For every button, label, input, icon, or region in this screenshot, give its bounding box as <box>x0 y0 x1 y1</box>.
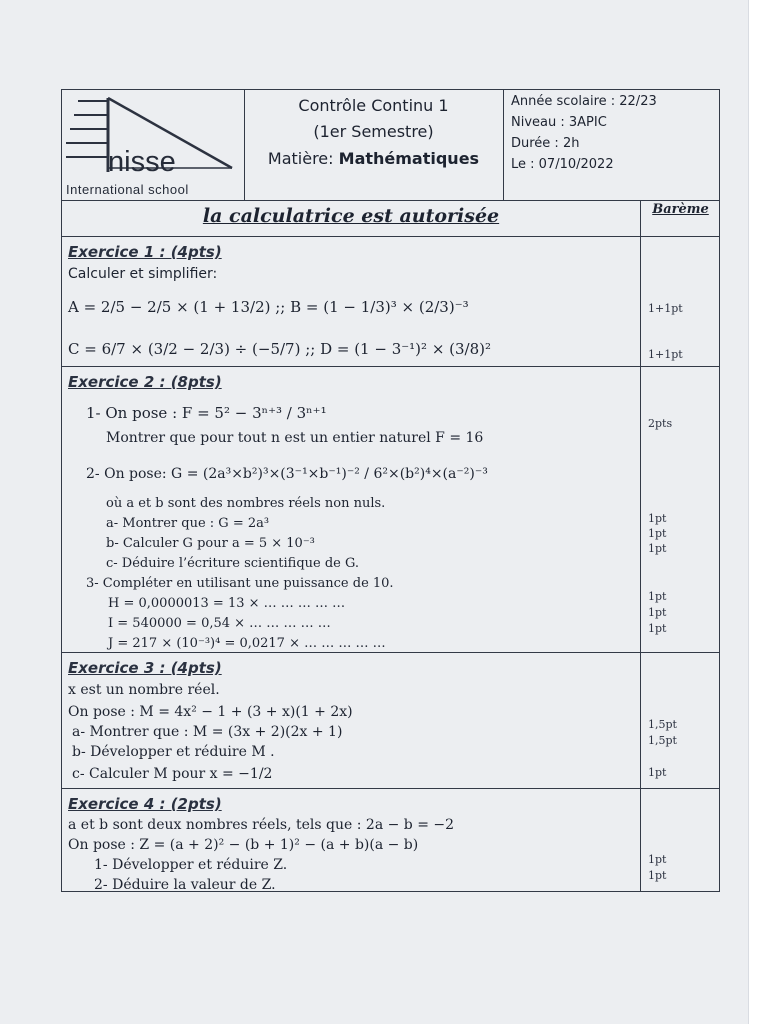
ex2-points-q1: 2pts <box>648 417 673 430</box>
ex2-q1: 1- On pose : F = 5² − 3ⁿ⁺³ / 3ⁿ⁺¹ <box>86 404 327 422</box>
subject-value: Mathématiques <box>338 149 480 168</box>
ex4-points-2: 1pt <box>648 869 667 882</box>
ex2-q3: 3- Compléter en utilisant une puissance de 10. <box>86 576 394 591</box>
divider-bareme <box>640 200 641 891</box>
exam-semester: (1er Semestre) <box>313 122 434 141</box>
ex4-line3: 1- Développer et réduire Z. <box>94 857 288 873</box>
ex1-points-cd: 1+1pt <box>648 348 683 361</box>
ex2-points-i: 1pt <box>648 606 667 619</box>
ex1-line-cd: C = 6/7 × (3/2 − 2/3) ÷ (−5/7) ;; D = (1 − 3⁻¹)² × (3/8)² <box>68 340 492 358</box>
ex4-line1: a et b sont deux nombres réels, tels que : 2a − b = −2 <box>68 817 455 833</box>
calculator-note: la calculatrice est autorisée <box>202 205 500 227</box>
subject-label: Matière: <box>267 149 334 168</box>
exam-date: Le : 07/10/2022 <box>511 157 614 172</box>
ex1-title: Exercice 1 : (4pts) <box>68 243 222 261</box>
ex2-points-a: 1pt <box>648 512 667 525</box>
ex3-line4: b- Développer et réduire M . <box>72 744 275 760</box>
ex2-q3-i: I = 540000 = 0,54 × … … … … … <box>108 616 331 631</box>
school-logo <box>64 94 244 198</box>
ex4-title: Exercice 4 : (2pts) <box>68 795 222 813</box>
ex2-q2b: b- Calculer G pour a = 5 × 10⁻³ <box>106 536 315 551</box>
ex2-points-j: 1pt <box>648 622 667 635</box>
ex3-points-a: 1,5pt <box>648 718 677 731</box>
ex3-points-c: 1pt <box>648 766 667 779</box>
ex1-instruction: Calculer et simplifier: <box>68 266 218 282</box>
exam-frame <box>61 89 720 892</box>
divider-ex2 <box>62 652 719 653</box>
ex3-line5: c- Calculer M pour x = −1/2 <box>72 766 273 782</box>
ex2-q2a: a- Montrer que : G = 2a³ <box>106 516 270 531</box>
divider-ex3 <box>62 788 719 789</box>
ex1-line-ab: A = 2/5 − 2/5 × (1 + 13/2) ;; B = (1 − 1/3)³ × (2/3)⁻³ <box>68 298 469 316</box>
ex2-points-c: 1pt <box>648 542 667 555</box>
ex2-q2c: c- Déduire l’écriture scientifique de G. <box>106 556 360 571</box>
divider-header <box>62 200 719 201</box>
school-name: nisse <box>108 146 176 178</box>
ex3-line3: a- Montrer que : M = (3x + 2)(2x + 1) <box>72 724 343 740</box>
ex4-line4: 2- Déduire la valeur de Z. <box>94 877 276 893</box>
school-subtitle: International school <box>66 182 189 197</box>
divider-ex1 <box>62 366 719 367</box>
level: Niveau : 3APIC <box>511 115 607 130</box>
duration: Durée : 2h <box>511 136 580 151</box>
exam-subject <box>244 149 503 168</box>
ex3-title: Exercice 3 : (4pts) <box>68 659 222 677</box>
ex4-line2: On pose : Z = (a + 2)² − (b + 1)² − (a + b)(a − b) <box>68 837 419 853</box>
ex2-q2: 2- On pose: G = (2a³×b²)³×(3⁻¹×b⁻¹)⁻² / 6²×(b²)⁴×(a⁻²)⁻³ <box>86 466 488 482</box>
ex2-q3-j: J = 217 × (10⁻³)⁴ = 0,0217 × … … … … … <box>108 636 386 651</box>
ex1-points-ab: 1+1pt <box>648 302 683 315</box>
ex2-points-b: 1pt <box>648 527 667 540</box>
ex2-q3-h: H = 0,0000013 = 13 × … … … … … <box>108 596 346 611</box>
ex3-line2: On pose : M = 4x² − 1 + (3 + x)(1 + 2x) <box>68 704 353 720</box>
bareme-header: Barème <box>652 202 709 217</box>
ex2-points-h: 1pt <box>648 590 667 603</box>
ex2-q2-condition: où a et b sont des nombres réels non nuls. <box>106 496 386 511</box>
ex3-line1: x est un nombre réel. <box>68 682 220 698</box>
ex3-points-b: 1,5pt <box>648 734 677 747</box>
ex4-points-1: 1pt <box>648 853 667 866</box>
ex2-q1-statement: Montrer que pour tout n est un entier naturel F = 16 <box>106 430 484 446</box>
exam-title: Contrôle Continu 1 <box>298 96 449 115</box>
school-year: Année scolaire : 22/23 <box>511 94 657 109</box>
ex2-title: Exercice 2 : (8pts) <box>68 373 222 391</box>
divider-banner <box>62 236 719 237</box>
divider-info <box>503 90 504 200</box>
